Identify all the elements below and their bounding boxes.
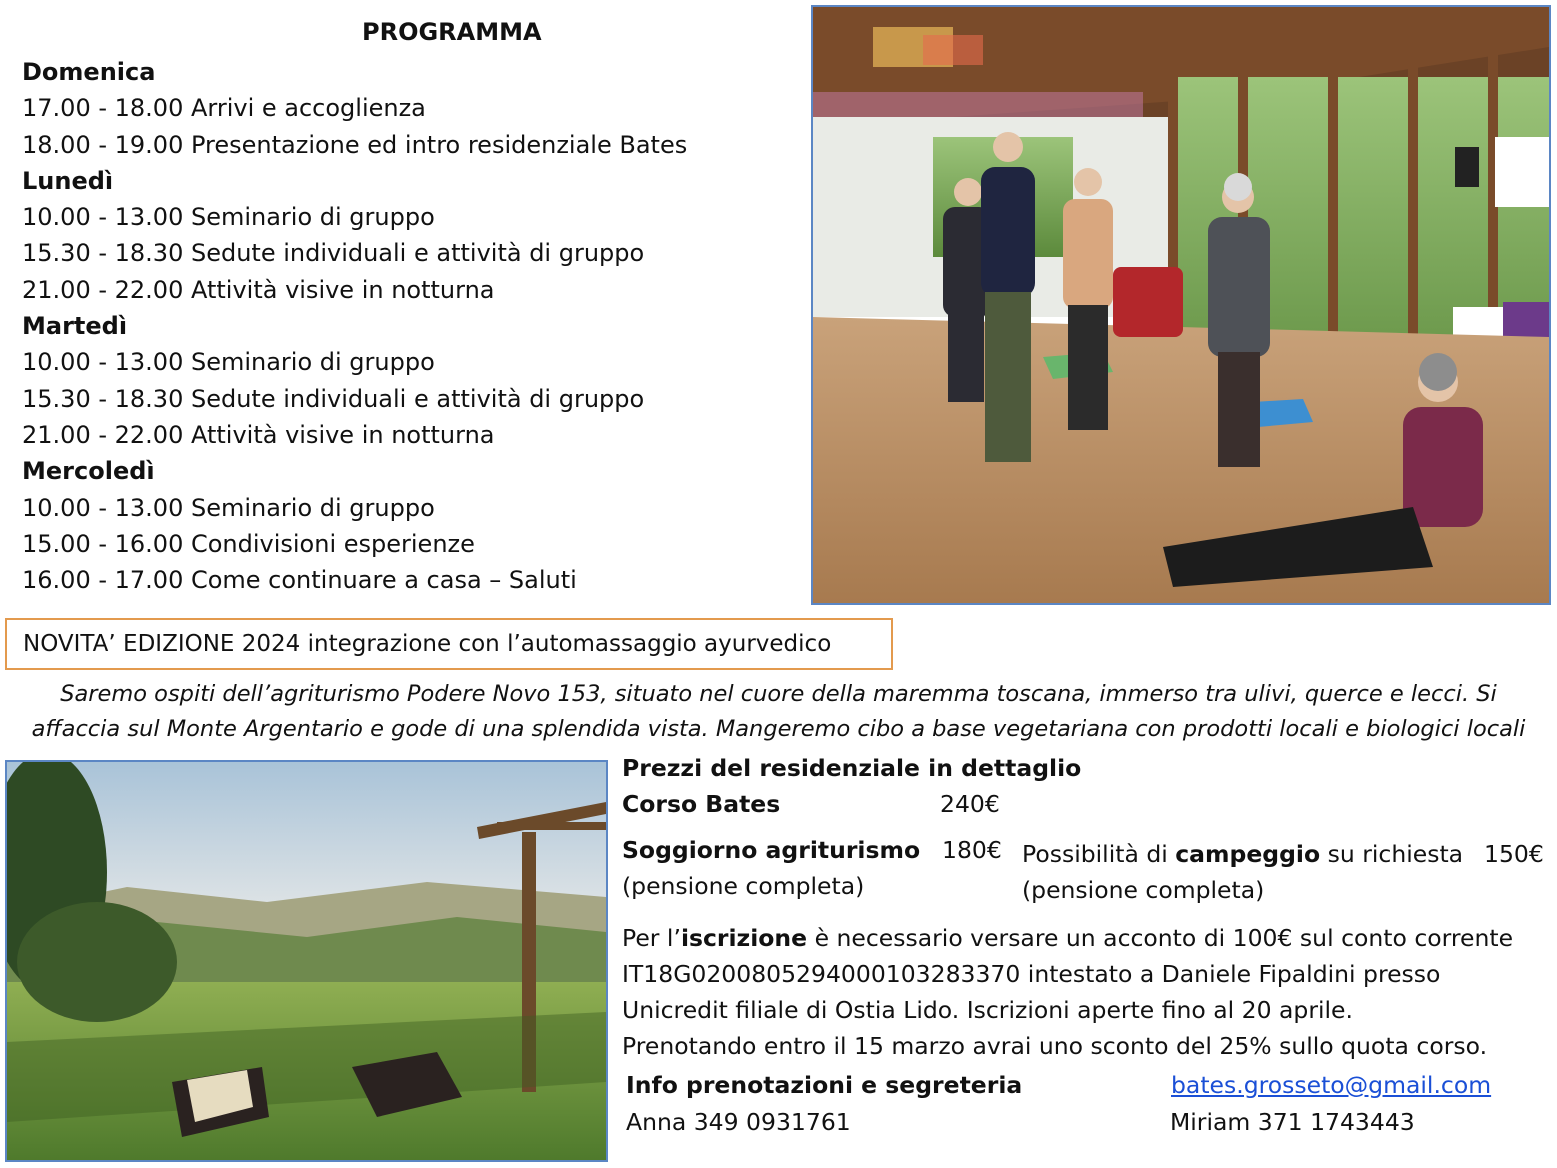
email-link[interactable]: bates.grosseto@gmail.com [1171,1071,1492,1099]
program-title: PROGRAMMA [362,18,542,46]
iscrizione-line [622,920,1542,956]
soggiorno-subtitle: (pensione completa) [622,872,865,900]
venue-description-line: affaccia sul Monte Argentario e gode di una splendida vista. Mangeremo cibo a base vegetariana con prodotti locali e biologici locali [31,716,1526,742]
campeggio-pre: Possibilità di [1022,840,1176,868]
campeggio-price: 150€ [1484,840,1544,868]
program-activity: 10.00 - 13.00 Seminario di gruppo [22,348,435,377]
soggiorno-label: Soggiorno agriturismo [622,836,921,864]
program-day-heading: Domenica [22,58,156,86]
iscrizione-bold: iscrizione [680,924,808,952]
prices-title: Prezzi del residenziale in dettaglio [622,754,1082,782]
corso-bates-label: Corso Bates [622,790,781,818]
program-activity: 15.00 - 16.00 Condivisioni esperienze [22,529,475,558]
program-activity: 16.00 - 17.00 Come continuare a casa – Saluti [22,566,577,595]
info-title: Info prenotazioni e segreteria [626,1071,1023,1099]
contact-miriam: Miriam 371 1743443 [1170,1108,1415,1136]
program-activity: 18.00 - 19.00 Presentazione ed intro residenziale Bates [22,130,688,159]
venue-description [10,677,1547,747]
corso-bates-price: 240€ [940,790,1000,818]
workshop-room-illustration [813,7,1549,603]
program-day-heading: Martedì [22,312,128,341]
landscape-illustration [7,762,606,1160]
venue-description-line: Saremo ospiti dell’agriturismo Podere Novo 153, situato nel cuore della maremma toscana, immerso tra ulivi, querce e lecci. Si [60,681,1497,707]
program-activity: 15.30 - 18.30 Sedute individuali e attività di gruppo [22,384,645,413]
program-day-heading: Lunedì [22,166,114,195]
photo-workshop-room [811,5,1551,605]
photo-landscape-garden [5,760,608,1162]
campeggio-subtitle: (pensione completa) [1022,876,1265,904]
novita-2024-box: NOVITA’ EDIZIONE 2024 integrazione con l’automassaggio ayurvedico [5,618,893,670]
iscrizione-line: Unicredit filiale di Ostia Lido. Iscrizioni aperte fino al 20 aprile. [622,996,1353,1024]
iscrizione-paragraph [622,920,1542,1064]
program-activity: 21.00 - 22.00 Attività visive in notturna [22,420,495,449]
contact-anna: Anna 349 0931761 [626,1108,851,1136]
program-activity: 15.30 - 18.30 Sedute individuali e attività di gruppo [22,239,645,268]
iscrizione-line: Prenotando entro il 15 marzo avrai uno sconto del 25% sullo quota corso. [622,1032,1488,1060]
iscrizione-post: è necessario versare un acconto di 100€ sul conto corrente [807,924,1514,952]
campeggio-bold: campeggio [1175,840,1321,868]
program-activity: 10.00 - 13.00 Seminario di gruppo [22,493,435,522]
campeggio-post: su richiesta [1320,840,1464,868]
program-schedule [22,54,802,598]
program-activity: 17.00 - 18.00 Arrivi e accoglienza [22,94,426,123]
soggiorno-price: 180€ [942,836,1002,864]
program-activity: 21.00 - 22.00 Attività visive in notturna [22,275,495,304]
iscrizione-line: IT18G0200805294000103283370 intestato a Daniele Fipaldini presso [622,960,1441,988]
iscrizione-pre: Per l’ [622,924,681,952]
program-activity: 10.00 - 13.00 Seminario di gruppo [22,203,435,232]
program-day-heading: Mercoledì [22,457,155,486]
campeggio-text [1022,840,1463,868]
